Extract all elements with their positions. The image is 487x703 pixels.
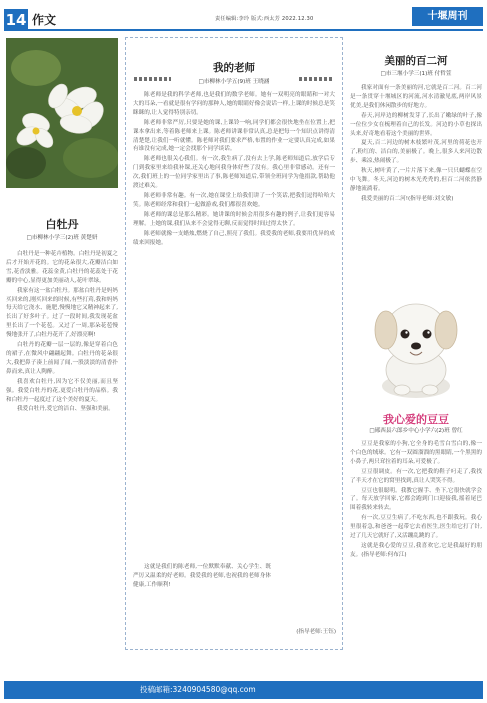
paragraph: 秋天,树叶黄了,一片片落下来,像一只只蝴蝶在空中飞舞。冬天,河边的树木光秃秃的,但百二河依然静静地流淌着。	[350, 168, 482, 192]
puppy-illustration	[364, 290, 468, 402]
article-title-doudou: 我心爱的豆豆	[383, 413, 449, 426]
paragraph: 陈老师非常有趣。有一次,她在课堂上给我们讲了一个笑话,把我们逗得哈哈大笑。陈老师经常和我们一起做游戏,我们都很喜欢她。	[133, 192, 335, 208]
paragraph: 陈老师非常严厉,只要是她的课,上课铃一响,同学们都会很快地坐在位置上,把课本拿出来,等着陈老师来上课。陈老师讲课非常认真,总是把每一个知识点讲得清清楚楚,让我们一听就懂。陈老师对我们要求严格,布置的作业一定要认真完成,如果有谁没有完成,她一定会找那个同学谈话。	[133, 119, 335, 153]
submission-email: 投稿邮箱:3240904580@qq.com	[140, 685, 256, 694]
paragraph: 我爱白牡丹,爱它的洁白、坚强和美丽。	[17, 406, 114, 413]
paragraph: 陈老师就像一支蜡烛,燃烧了自己,照亮了我们。我爱我的老师,我要用优异的成绩来回报她。	[133, 230, 335, 246]
paragraph: 春天,河岸边的柳树发芽了,长出了嫩绿的叶子,像一位位少女在梳理着自己的长发。河边的小草也探出头来,好奇地看着这个美丽的世界。	[350, 112, 482, 137]
article-body-river	[350, 84, 482, 276]
paragraph: 我家对面有一条美丽的河,它就是百二河。百二河是一条贯穿十堰城区的河流,河水清澈见底,两岸风景优美,是我们休闲散步的好地方。	[350, 85, 482, 109]
article-title-teacher: 我的老师	[213, 62, 255, 74]
paragraph: 这就是我心爱的豆豆,我喜欢它,它是我最好的朋友。(指导老师:何布江)	[350, 542, 482, 558]
section-title: 作文	[32, 13, 57, 27]
article-title-river: 美丽的百二河	[384, 55, 448, 67]
paragraph: 白牡丹是一种花卉植物。白牡丹是初夏之后才开始开花的。它的花朵很大,花瓣洁白如雪,花香淡雅。花蕊金黄,白牡丹的花蕊处于花瓣的中心,显得更加美丽动人,花叶翠绿。	[6, 251, 118, 284]
paragraph: 豆豆是我家的小狗,它全身的毛雪白雪白的,像一个白色的绒球。它有一双圆溜溜的黑眼睛,一个黑黑的小鼻子,两只耷拉着的耳朵,可爱极了。	[350, 441, 482, 465]
article-title-peony: 白牡丹	[45, 218, 79, 231]
page-number: 14	[5, 11, 27, 29]
newspaper-brand: 十堰周刊	[412, 7, 483, 26]
byline-doudou: □郧西县六郎乡中心小学六(2)班 曾红	[369, 428, 463, 434]
byline-peony: □市柳林小学三(2)班 黄楚妍	[26, 235, 98, 241]
header-rule	[4, 29, 483, 31]
peony-photo	[6, 38, 118, 188]
paragraph: 陈老师是我的科学老师,也是我们的数学老师。她有一双明亮的眼睛和一对大大的耳朵,一看就是很有学问的那种人,她的眼睛好像会说话一样,上课的时候总是笑眯眯的,让人觉得特别亲切。	[133, 92, 335, 116]
byline-teacher: □市柳林小学五(9)班 王晓涵	[171, 77, 297, 85]
article-body-teacher	[133, 91, 335, 561]
paragraph: 豆豆也很聪明。我教它握手、坐下,它很快就学会了。每天放学回家,它都会跑到门口迎接我,摇着尾巴围着我转来转去。	[350, 487, 482, 512]
paragraph: 夏天,百二河边的树木枝繁叶茂,河里的荷花也开了,粉红的、洁白的,美丽极了。晚上,很多人来河边散步、乘凉,热闹极了。	[350, 140, 482, 165]
paragraph: 白牡丹的花瓣一层一层的,像是穿着白色的裙子,在微风中翩翩起舞。白牡丹的花朵很大,我把鼻子凑上前闻了闻,一股淡淡的清香扑鼻而来,真让人陶醉。	[6, 342, 118, 375]
article-body-peony	[6, 250, 118, 675]
peony-flower-illustration	[6, 38, 118, 188]
paragraph: 有一次,豆豆生病了,不吃东西,也不跟我玩。我心里很着急,和爸爸一起带它去看医生,医生给它打了针,过了几天它就好了,又活蹦乱跳的了。	[350, 515, 482, 540]
paragraph: 我家有这一盆白牡丹。那盆白牡丹是妈妈买回来的,刚买回来的时候,有些打蔫,我和妈妈每天给它浇水、施肥,慢慢地它又精神起来了,长出了好多叶子。过了一段时间,我发现花盆里长出了一个花苞。又过了一周,那朵花苞慢慢地张开了,白牡丹花开了,好漂亮啊!	[6, 287, 118, 339]
signature-teacher: (指导老师:王钰)	[296, 629, 336, 635]
dog-icon	[364, 290, 468, 402]
paragraph: 我喜欢白牡丹,因为它不仅美丽,而且坚强。我爱白牡丹的花,更爱白牡丹的品格。我和白牡丹一起度过了这个美好的夏天。	[6, 378, 118, 403]
paragraph: 陈老师也很关心我们。有一次,我生病了,没有去上学,陈老师知道后,放学后专门到我家里来给我补课,还关心地问我身体好些了没有。我心里非常感动。还有一次,我们班上的一位同学家里出了事,陈老师知道后,带领全班同学为他捐款,帮助他渡过难关。	[133, 156, 335, 190]
article-body-doudou	[350, 440, 482, 676]
paragraph: 我爱美丽的百二河!(指导老师:刘文敏)	[361, 195, 454, 202]
paragraph: 这就是我们的陈老师,一位默默奉献、关心学生、既严厉又温柔的好老师。我爱我的老师,也祝我的老师身体健康,工作顺利!	[133, 564, 271, 588]
paragraph: 豆豆很调皮。有一次,它把我的鞋子叼走了,我找了半天才在它的窝里找到,真让人哭笑不得。	[350, 468, 482, 484]
teacher-illustration	[140, 575, 220, 619]
editor-meta: 责任编辑:李玲 版式:西太芳 2022.12.30	[215, 16, 314, 22]
byline-river: □市三堰小学三(1)班 付哲萱	[380, 71, 452, 77]
paragraph: 陈老师的课总是那么精彩。她讲课的时候会用很多有趣的例子,让我们更容易理解。上她的课,我们从来不会觉得无聊,反而觉得时间过得太快了。	[133, 211, 335, 227]
footer-bar	[4, 681, 483, 699]
